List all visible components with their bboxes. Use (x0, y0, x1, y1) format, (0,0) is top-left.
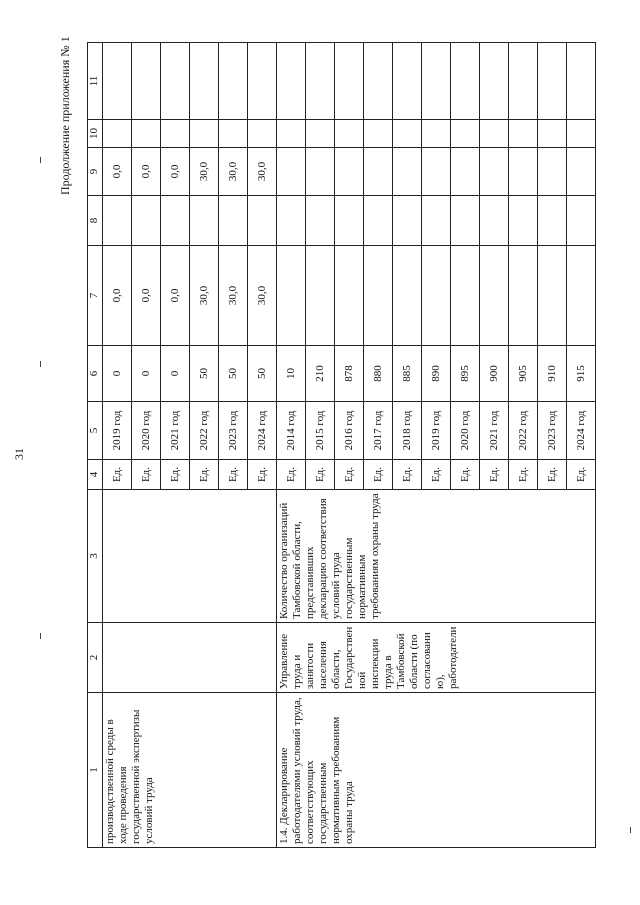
value-cell (306, 196, 335, 246)
value-cell (480, 148, 509, 196)
column-header: 2 (88, 623, 103, 693)
unit-cell: Ед. (422, 460, 451, 490)
value-cell (567, 120, 596, 148)
unit-cell: Ед. (306, 460, 335, 490)
value-cell: 210 (306, 346, 335, 402)
value-cell (364, 43, 393, 120)
value-cell: 900 (480, 346, 509, 402)
value-cell (335, 120, 364, 148)
value-cell (451, 120, 480, 148)
program-table (87, 42, 596, 848)
year-cell: 2022 год (509, 402, 538, 460)
year-cell: 2020 год (451, 402, 480, 460)
value-cell (132, 196, 161, 246)
value-cell: 10 (277, 346, 306, 402)
column-header: 11 (88, 43, 103, 120)
value-cell (422, 196, 451, 246)
column-header: 4 (88, 460, 103, 490)
year-cell: 2016 год (335, 402, 364, 460)
margin-dash (630, 827, 631, 833)
value-cell: 30,0 (219, 246, 248, 346)
column-header: 6 (88, 346, 103, 402)
column-header: 5 (88, 402, 103, 460)
year-cell: 2021 год (480, 402, 509, 460)
value-cell (393, 246, 422, 346)
column-header: 1 (88, 693, 103, 848)
value-cell (480, 246, 509, 346)
value-cell (306, 120, 335, 148)
column-header: 9 (88, 148, 103, 196)
value-cell (219, 43, 248, 120)
value-cell (538, 148, 567, 196)
value-cell (567, 246, 596, 346)
value-cell: 905 (509, 346, 538, 402)
value-cell (538, 120, 567, 148)
year-cell: 2015 год (306, 402, 335, 460)
margin-dash (40, 361, 41, 367)
value-cell (567, 148, 596, 196)
unit-cell: Ед. (103, 460, 132, 490)
column-header: 10 (88, 120, 103, 148)
value-cell: 0 (132, 346, 161, 402)
value-cell (277, 148, 306, 196)
value-cell (219, 120, 248, 148)
unit-cell: Ед. (219, 460, 248, 490)
value-cell (306, 148, 335, 196)
value-cell (306, 246, 335, 346)
value-cell (248, 43, 277, 120)
value-cell: 0,0 (103, 148, 132, 196)
year-cell: 2023 год (538, 402, 567, 460)
value-cell (393, 43, 422, 120)
value-cell (567, 196, 596, 246)
value-cell (103, 43, 132, 120)
value-cell (509, 43, 538, 120)
table-body (103, 43, 596, 848)
value-cell (219, 196, 248, 246)
value-cell (451, 196, 480, 246)
unit-cell: Ед. (451, 460, 480, 490)
unit-cell: Ед. (161, 460, 190, 490)
value-cell (190, 196, 219, 246)
value-cell (335, 246, 364, 346)
value-cell (132, 43, 161, 120)
value-cell (567, 43, 596, 120)
year-cell: 2018 год (393, 402, 422, 460)
value-cell: 0,0 (161, 148, 190, 196)
value-cell: 50 (219, 346, 248, 402)
value-cell (538, 196, 567, 246)
measure-name-cell: производственной среды в ходе проведения государственной экспертизы условий труда (103, 693, 277, 848)
value-cell (480, 196, 509, 246)
value-cell (248, 120, 277, 148)
unit-cell: Ед. (248, 460, 277, 490)
executor-cell: Управление труда и занятости населения области, Государственной инспекции труда в Тамбовской области (по согласованию), работодатели (277, 623, 596, 693)
unit-cell: Ед. (509, 460, 538, 490)
year-cell: 2019 год (103, 402, 132, 460)
value-cell: 50 (248, 346, 277, 402)
value-cell: 50 (190, 346, 219, 402)
margin-dash (40, 633, 41, 639)
value-cell (161, 43, 190, 120)
value-cell (277, 196, 306, 246)
value-cell (248, 196, 277, 246)
unit-cell: Ед. (277, 460, 306, 490)
value-cell (509, 196, 538, 246)
measure-name-cell: 1.4. Декларирование работодателями условий труда, соответствующих государственным нормативным требованиям охраны труда (277, 693, 596, 848)
value-cell (277, 43, 306, 120)
unit-cell: Ед. (393, 460, 422, 490)
value-cell (103, 196, 132, 246)
value-cell (451, 246, 480, 346)
value-cell (364, 246, 393, 346)
value-cell (335, 148, 364, 196)
value-cell: 30,0 (248, 148, 277, 196)
value-cell (538, 43, 567, 120)
unit-cell: Ед. (480, 460, 509, 490)
year-cell: 2021 год (161, 402, 190, 460)
header-note: Продолжение приложения № 1 (58, 36, 72, 195)
value-cell (422, 148, 451, 196)
value-cell (161, 196, 190, 246)
column-header: 8 (88, 196, 103, 246)
value-cell (422, 43, 451, 120)
year-cell: 2024 год (567, 402, 596, 460)
value-cell: 30,0 (248, 246, 277, 346)
value-cell: 885 (393, 346, 422, 402)
unit-cell: Ед. (567, 460, 596, 490)
value-cell: 910 (538, 346, 567, 402)
value-cell (103, 120, 132, 148)
year-cell: 2022 год (190, 402, 219, 460)
value-cell (480, 43, 509, 120)
unit-cell: Ед. (538, 460, 567, 490)
value-cell (538, 246, 567, 346)
value-cell (364, 196, 393, 246)
value-cell (335, 43, 364, 120)
value-cell (451, 148, 480, 196)
value-cell (451, 43, 480, 120)
value-cell: 878 (335, 346, 364, 402)
table-row (103, 43, 132, 848)
year-cell: 2024 год (248, 402, 277, 460)
value-cell (393, 148, 422, 196)
value-cell: 30,0 (190, 246, 219, 346)
year-cell: 2019 год (422, 402, 451, 460)
value-cell (132, 120, 161, 148)
value-cell (306, 43, 335, 120)
value-cell: 890 (422, 346, 451, 402)
value-cell (422, 120, 451, 148)
unit-cell: Ед. (335, 460, 364, 490)
value-cell (190, 120, 219, 148)
unit-cell: Ед. (364, 460, 393, 490)
column-header: 3 (88, 490, 103, 623)
value-cell (277, 120, 306, 148)
unit-cell: Ед. (190, 460, 219, 490)
value-cell (190, 43, 219, 120)
year-cell: 2014 год (277, 402, 306, 460)
year-cell: 2017 год (364, 402, 393, 460)
value-cell: 0,0 (132, 246, 161, 346)
year-cell: 2020 год (132, 402, 161, 460)
table-row (277, 43, 306, 848)
page-number: 31 (12, 448, 26, 460)
value-cell: 30,0 (219, 148, 248, 196)
value-cell (364, 120, 393, 148)
value-cell (393, 196, 422, 246)
value-cell: 895 (451, 346, 480, 402)
value-cell: 0,0 (103, 246, 132, 346)
executor-cell (103, 623, 277, 693)
value-cell (364, 148, 393, 196)
column-number-row (88, 43, 103, 848)
value-cell: 30,0 (190, 148, 219, 196)
value-cell: 0,0 (161, 246, 190, 346)
unit-cell: Ед. (132, 460, 161, 490)
value-cell (509, 148, 538, 196)
value-cell (335, 196, 364, 246)
value-cell: 0 (161, 346, 190, 402)
value-cell: 880 (364, 346, 393, 402)
value-cell (509, 120, 538, 148)
value-cell (277, 246, 306, 346)
value-cell (393, 120, 422, 148)
indicator-cell (103, 490, 277, 623)
indicator-cell: Количество организаций Тамбовской области, представивших декларацию соответствия условий труда государственным нормативным требованиям охраны труда (277, 490, 596, 623)
margin-dash (40, 157, 41, 163)
value-cell (161, 120, 190, 148)
column-header: 7 (88, 246, 103, 346)
value-cell: 915 (567, 346, 596, 402)
value-cell (480, 120, 509, 148)
value-cell: 0 (103, 346, 132, 402)
value-cell: 0,0 (132, 148, 161, 196)
year-cell: 2023 год (219, 402, 248, 460)
value-cell (509, 246, 538, 346)
value-cell (422, 246, 451, 346)
